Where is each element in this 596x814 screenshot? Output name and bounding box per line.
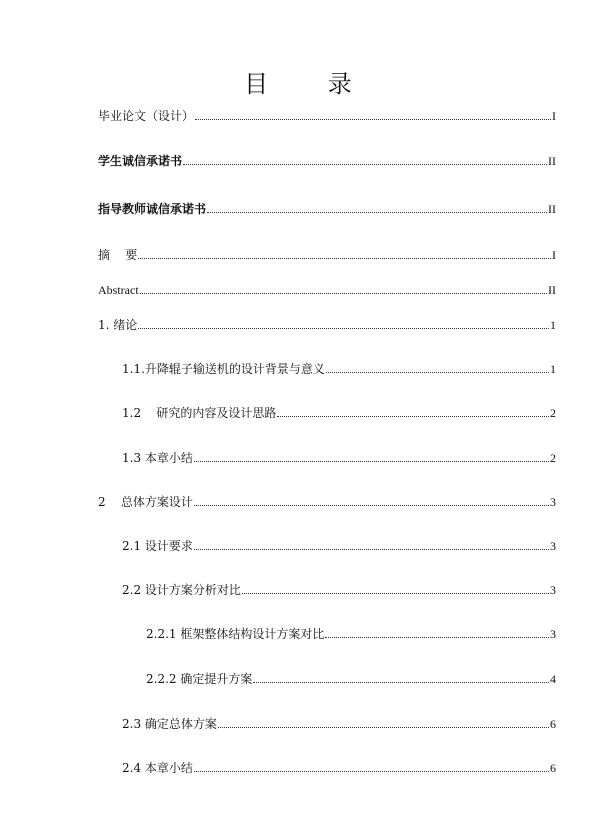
toc-entry-page: 3 bbox=[550, 627, 556, 641]
toc-entry-label: 1.2 研究的内容及设计思路 bbox=[122, 406, 277, 420]
dot-leader bbox=[140, 292, 547, 294]
toc-entry-1-1[interactable] bbox=[122, 361, 556, 377]
toc-entry-2-2-1[interactable] bbox=[146, 626, 556, 642]
toc-entry-2-2-2[interactable] bbox=[146, 671, 556, 687]
toc-entry-page: 1 bbox=[550, 318, 556, 332]
toc-entry-page: I bbox=[552, 248, 556, 262]
toc-entry-advisor-pledge[interactable] bbox=[98, 201, 556, 217]
dot-leader bbox=[207, 211, 547, 213]
toc-entry-1-2[interactable] bbox=[122, 405, 556, 421]
toc-entry-label: 指导教师诚信承诺书 bbox=[98, 202, 207, 216]
toc-entry-page: 2 bbox=[550, 451, 556, 465]
toc-entry-ch2[interactable] bbox=[98, 494, 556, 510]
toc-entry-label: 2.2.1 框架整体结构设计方案对比 bbox=[146, 627, 325, 641]
toc-entry-label: 2.2 设计方案分析对比 bbox=[122, 583, 241, 597]
dot-leader bbox=[194, 460, 549, 462]
dot-leader bbox=[218, 726, 549, 728]
dot-leader bbox=[195, 118, 551, 120]
toc-entry-label: 2.4 本章小结 bbox=[122, 761, 193, 775]
toc-entry-label: 2.2.2 确定提升方案 bbox=[146, 672, 253, 686]
toc-entry-label: 1.1.升降辊子输送机的设计背景与意义 bbox=[122, 362, 325, 376]
toc-entry-2-4[interactable] bbox=[122, 760, 556, 776]
toc-entry-ch1[interactable] bbox=[98, 317, 556, 333]
toc-title: 目 录 bbox=[244, 70, 378, 98]
toc-entry-label: 毕业论文（设计） bbox=[98, 109, 195, 123]
dot-leader bbox=[138, 257, 551, 259]
toc-entry-page: II bbox=[548, 283, 556, 297]
toc-entry-label: 2.3 确定总体方案 bbox=[122, 717, 217, 731]
toc-entry-page: 6 bbox=[550, 717, 556, 731]
toc-entry-page: 4 bbox=[550, 672, 556, 686]
toc-entry-page: 1 bbox=[550, 362, 556, 376]
dot-leader bbox=[277, 415, 549, 417]
toc-entry-2-3[interactable] bbox=[122, 716, 556, 732]
dot-leader bbox=[242, 592, 549, 594]
toc-entry-label: 1. 绪论 bbox=[98, 318, 138, 332]
toc-entry-page: 3 bbox=[550, 583, 556, 597]
toc-entry-page: I bbox=[552, 109, 556, 123]
toc-entry-page: II bbox=[548, 202, 556, 216]
toc-entry-2-2[interactable] bbox=[122, 582, 556, 598]
toc-entry-label: Abstract bbox=[98, 283, 139, 297]
toc-entry-label: 1.3 本章小结 bbox=[122, 451, 193, 465]
toc-entry-page: 3 bbox=[550, 539, 556, 553]
toc-entry-label: 摘 要 bbox=[98, 248, 138, 262]
dot-leader bbox=[194, 504, 549, 506]
toc-entry-page: II bbox=[548, 154, 556, 168]
toc-entry-label: 2 总体方案设计 bbox=[98, 495, 193, 509]
toc-entry-label: 学生诚信承诺书 bbox=[98, 154, 183, 168]
toc-entry-2-1[interactable] bbox=[122, 538, 556, 554]
dot-leader bbox=[194, 770, 549, 772]
toc-entry-abstract-cn[interactable] bbox=[98, 247, 556, 263]
dot-leader bbox=[253, 681, 549, 683]
dot-leader bbox=[183, 163, 547, 165]
dot-leader bbox=[325, 636, 549, 638]
dot-leader bbox=[138, 327, 549, 329]
toc-entry-1-3[interactable] bbox=[122, 450, 556, 466]
toc-entry-page: 2 bbox=[550, 406, 556, 420]
toc-entry-page: 3 bbox=[550, 495, 556, 509]
dot-leader bbox=[326, 371, 549, 373]
toc-entry-page: 6 bbox=[550, 761, 556, 775]
dot-leader bbox=[194, 548, 549, 550]
toc-entry-label: 2.1 设计要求 bbox=[122, 539, 193, 553]
toc-entry-abstract-en[interactable] bbox=[98, 282, 556, 298]
toc-entry-student-pledge[interactable] bbox=[98, 153, 556, 169]
toc-entry-thesis[interactable] bbox=[98, 108, 556, 124]
